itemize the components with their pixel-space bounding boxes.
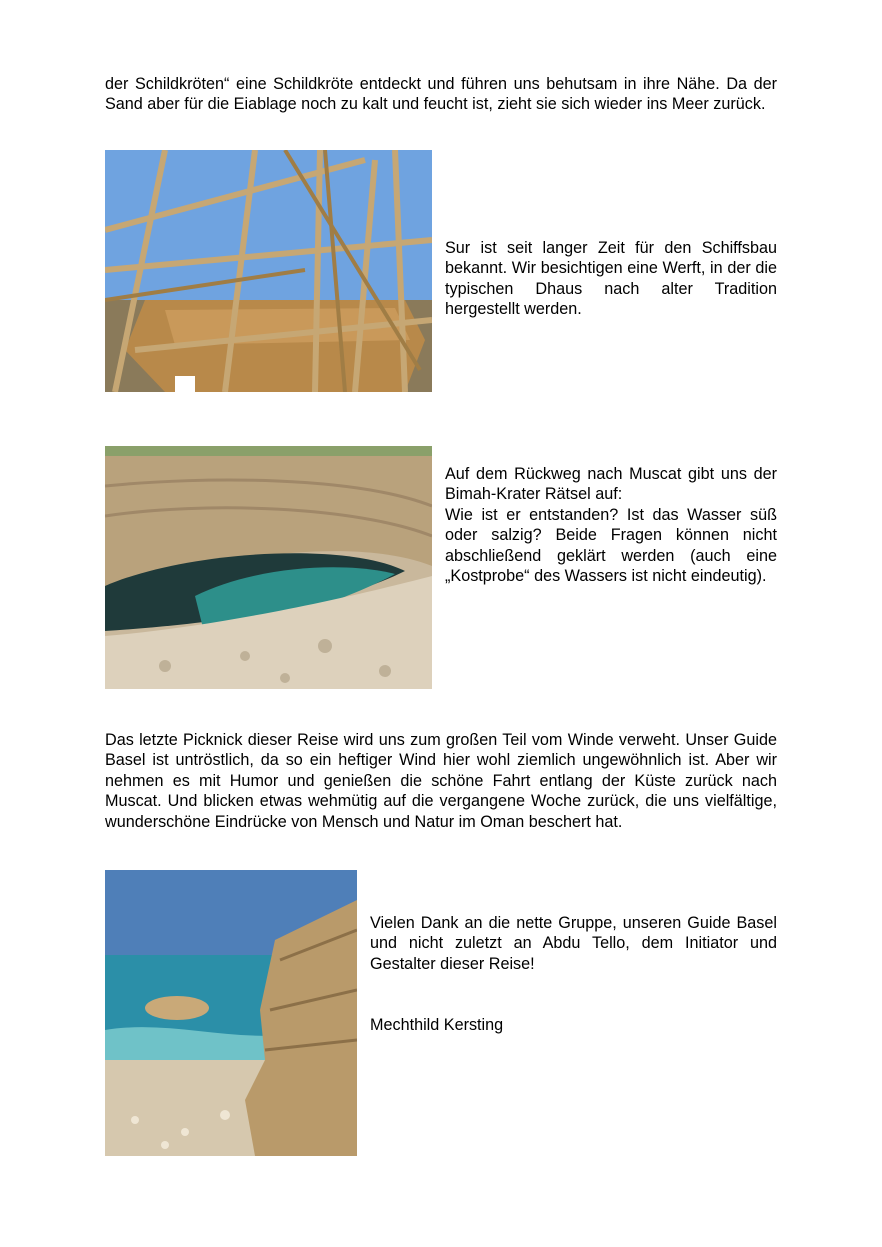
thanks-text: Vielen Dank an die nette Gruppe, unseren Guide Basel und nicht zuletzt an Abdu Tello, dem Initiator und Gestalter dieser Reise!: [370, 914, 777, 973]
bimah-crater-image: [105, 446, 432, 689]
intro-paragraph: [105, 74, 777, 115]
beach-photo: [105, 870, 357, 1156]
closing-paragraph: [370, 913, 777, 974]
signature-text: Mechthild Kersting: [370, 1016, 504, 1034]
shipyard-text: Sur ist seit langer Zeit für den Schiffsbau bekannt. Wir besichtigen eine Werft, in der die typischen Dhaus nach alter Tradition hergestellt werden.: [445, 239, 777, 319]
picnic-paragraph: [105, 730, 777, 832]
crater-text-line1: Auf dem Rückweg nach Muscat gibt uns der Bimah-Krater Rätsel auf:: [445, 465, 777, 504]
dhow-scaffold-image: [105, 150, 432, 392]
crater-text-line2: Wie ist er entstanden? Ist das Wasser süß oder salzig? Beide Fragen können nicht abschließend geklärt werden (auch eine „Kostprobe“ des Wassers ist nicht eindeutig).: [445, 505, 777, 586]
beach-image: [105, 870, 357, 1156]
shipyard-photo: [105, 150, 432, 392]
shipyard-paragraph: [445, 238, 777, 320]
signature-block: [370, 1015, 777, 1035]
intro-text: der Schildkröten“ eine Schildkröte entdeckt und führen uns behutsam in ihre Nähe. Da der Sand aber für die Eiablage noch zu kalt und feucht ist, zieht sie sich wieder ins Meer zurück.: [105, 75, 777, 114]
crater-photo: [105, 446, 432, 689]
crater-paragraph: [445, 464, 777, 586]
picnic-text: Das letzte Picknick dieser Reise wird uns zum großen Teil vom Winde verweht. Unser Guide Basel ist untröstlich, da so ein heftiger Wind hier wohl ziemlich ungewöhnlich ist. Aber wir nehmen es mit Humor und genießen die schöne Fahrt entlang der Küste zurück nach Muscat. Und blicken etwas wehmütig auf die vergangene Woche zurück, die uns vielfältige, wunderschöne Eindrücke von Mensch und Natur im Oman beschert hat.: [105, 731, 777, 831]
